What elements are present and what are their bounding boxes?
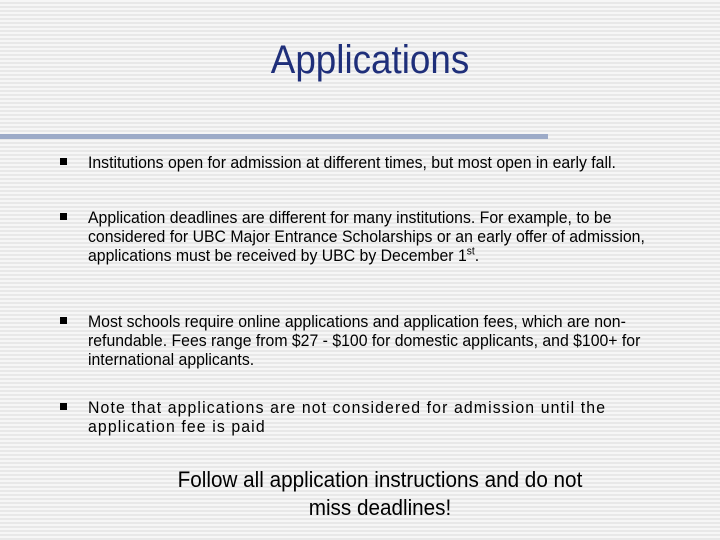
bullet-marker — [60, 403, 67, 410]
footer-callout: Follow all application instructions and do not miss deadlines! — [177, 467, 583, 520]
slide-title: Applications — [270, 38, 470, 82]
bullet-marker — [60, 158, 67, 165]
bullet-marker — [60, 317, 67, 324]
bullet-item-2-text: Application deadlines are different for many institutions. For example, to be considered for UBC Major Entrance Scholarships or an early offer of admission, applications must be received by UBC by December 1 — [88, 208, 645, 265]
bullet-marker — [60, 213, 67, 220]
bullet-item-1: Institutions open for admission at different times, but most open in early fall. — [88, 153, 616, 172]
title-divider — [0, 134, 548, 139]
bullet-item-2-superscript: st — [466, 245, 475, 258]
bullet-item-3: Most schools require online applications and application fees, which are non-refundable. Fees range from $27 - $100 for domestic applicants, and $100+ for international applicants. — [88, 312, 641, 369]
bullet-item-2 — [88, 208, 665, 265]
bullet-item-2-tail: . — [474, 246, 480, 265]
bullet-item-4: Note that applications are not considered for admission until the application fee is paid — [88, 398, 607, 436]
